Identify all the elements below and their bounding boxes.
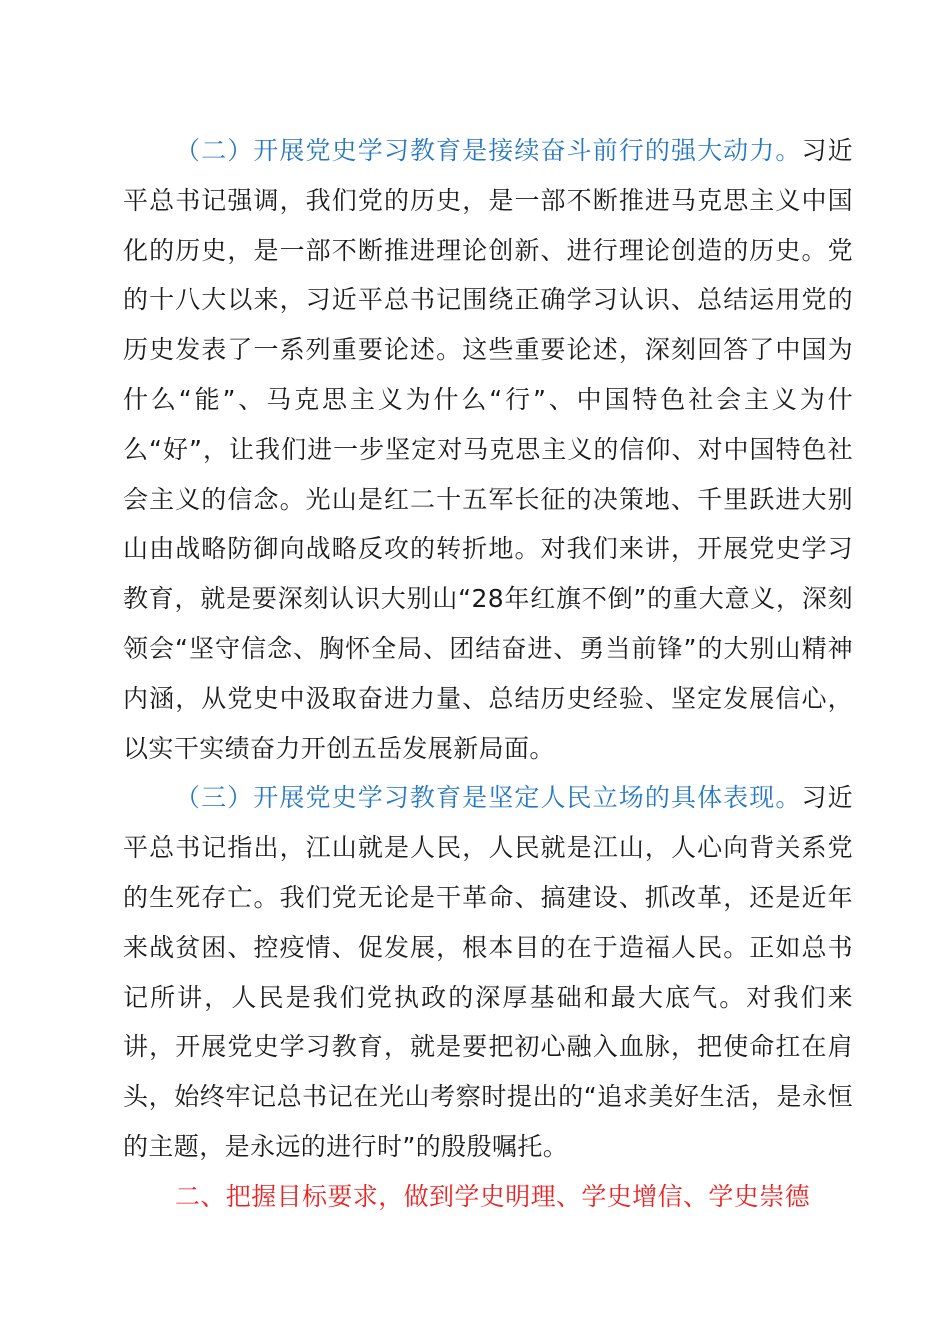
paragraph-2-heading: （二）开展党史学习教育是接续奋斗前行的强大动力。 [175, 136, 802, 165]
paragraph-3-heading: （三）开展党史学习教育是坚定人民立场的具体表现。 [175, 783, 802, 813]
section-heading: 二、把握目标要求，做到学史明理、学史增信、学史崇德 [175, 1181, 811, 1211]
paragraph-3-text: 习近平总书记指出，江山就是人民，人民就是江山，人心向背关系党的生死存亡。我们党无论是干革命、搞建设、抓改革，还是近年来战贫困、控疫情、促发展，根本目的在于造福人民。正如总书记所讲，人民是我们党执政的深厚基础和最大底气。对我们来讲，开展党史学习教育，就是要把初心融入血脉，把使命扛在肩头，始终牢记总书记在光山考察时提出的“追求美好生活，是永恒的主题，是永远的进行时”的殷殷嘱托。 [123, 783, 853, 1161]
paragraph-2-text: 习近平总书记强调，我们党的历史，是一部不断推进马克思主义中国化的历史，是一部不断推进理论创新、进行理论创造的历史。党的十八大以来，习近平总书记围绕正确学习认识、总结运用党的历史发表了一系列重要论述。这些重要论述，深刻回答了中国为什么“能”、马克思主义为什么“行”、中国特色社会主义为什么“好”，让我们进一步坚定对马克思主义的信仰、对中国特色社会主义的信念。光山是红二十五军长征的决策地、千里跃进大别山由战略防御向战略反攻的转折地。对我们来讲，开展党史学习教育，就是要深刻认识大别山“28年红旗不倒”的重大意义，深刻领会“坚守信念、胸怀全局、团结奋进、勇当前锋”的大别山精神内涵，从党史中汲取奋进力量、总结历史经验、坚定发展信心，以实干实绩奋力开创五岳发展新局面。 [123, 136, 853, 763]
paragraph-3 [123, 773, 853, 1171]
document-body [123, 126, 853, 1222]
paragraph-2 [123, 126, 853, 773]
